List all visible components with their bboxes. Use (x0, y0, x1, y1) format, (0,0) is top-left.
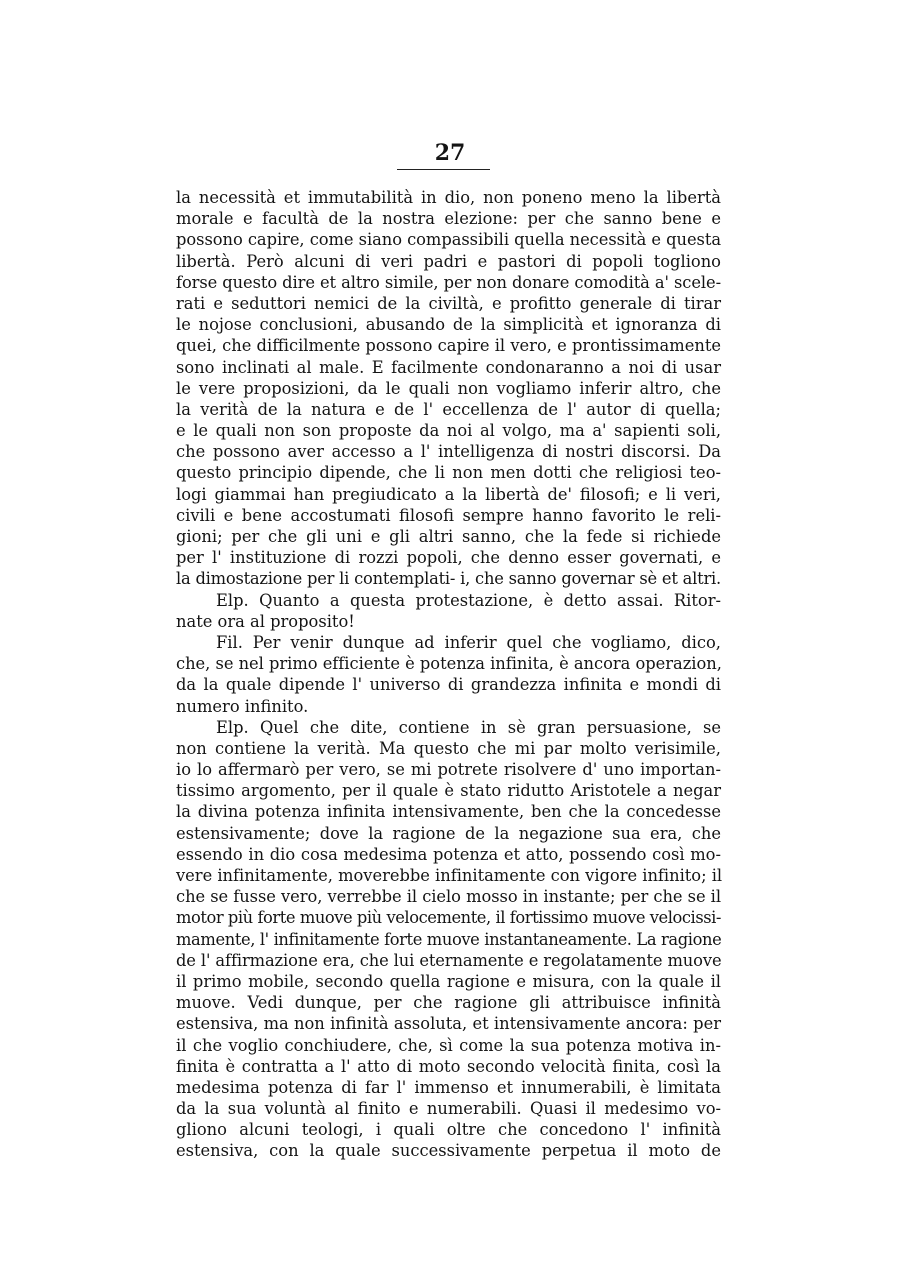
text-line: forse questo dire et altro simile, per non donare comodità a' scele- (176, 272, 722, 292)
text-line: morale e facultà de la nostra elezione: per che sanno bene e (176, 209, 721, 229)
text-line: da la quale dipende l' universo di grandezza infinita e mondi di (176, 675, 721, 695)
text-line: da la sua voluntà al finito e numerabili. Quasi il medesimo vo- (176, 1099, 721, 1119)
text-line: muove. Vedi dunque, per che ragione gli attribuisce infinità (176, 993, 721, 1013)
text-line: tissimo argomento, per il quale è stato ridutto Aristotele a negar (176, 781, 721, 801)
text-line: estensiva, ma non infinità assoluta, et intensivamente ancora: per (176, 1014, 721, 1034)
text-line: questo principio dipende, che li non men dotti che religiosi teo- (176, 463, 721, 483)
text-line: il che voglio conchiudere, che, sì come la sua potenza motiva in- (176, 1035, 721, 1055)
text-line: nate ora al proposito! (176, 611, 355, 631)
text-line: il primo mobile, secondo quella ragione e misura, con la quale il (176, 971, 721, 991)
text-line: le vere proposizioni, da le quali non vogliamo inferir altro, che (176, 378, 721, 398)
header-rule (397, 169, 490, 170)
text-line: numero infinito. (176, 696, 309, 716)
text-line: possono capire, come siano compassibili quella necessità e questa (176, 230, 721, 250)
text-line: per l' instituzione di rozzi popoli, che denno esser governati, e (176, 548, 721, 568)
text-line: de l' affirmazione era, che lui eternamente e regolatamente muove (176, 950, 722, 970)
text-line: non contiene la verità. Ma questo che mi par molto verisimile, (176, 738, 721, 758)
text-line: sono inclinati al male. E facilmente condonaranno a noi di usar (176, 357, 721, 377)
text-line: che se fusse vero, verrebbe il cielo mosso in instante; per che se il (176, 887, 721, 907)
text-line: la dimostazione per li contemplati- i, che sanno governar sè et altri. (176, 569, 721, 589)
text-line: estensivamente; dove la ragione de la negazione sua era, che (176, 823, 721, 843)
text-line: finita è contratta a l' atto di moto secondo velocità finita, così la (176, 1056, 721, 1076)
text-line: motor più forte muove più velocemente, il fortissimo muove velocissi- (176, 908, 721, 928)
text-line: vere infinitamente, moverebbe infinitamente con vigore infinito; il (176, 866, 723, 885)
text-line: e le quali non son proposte da noi al volgo, ma a' sapienti soli, (176, 421, 721, 441)
text-line: mamente, l' infinitamente forte muove instantaneamente. La ragione (176, 929, 722, 949)
text-line: Fil. Per venir dunque ad inferir quel che vogliamo, dico, (216, 632, 721, 652)
text-line: estensiva, con la quale successivamente perpetua il moto de (176, 1141, 721, 1161)
body-text (176, 187, 721, 1162)
text-line: rati e seduttori nemici de la civiltà, e profitto generale di tirar (176, 293, 721, 313)
text-line: la divina potenza infinita intensivamente, ben che la concedesse (176, 802, 721, 822)
text-line: quei, che difficilmente possono capire il vero, e prontissimamente (176, 336, 721, 356)
text-line: io lo affermarò per vero, se mi potrete risolvere d' uno importan- (176, 760, 721, 780)
text-line: gioni; per che gli uni e gli altri sanno, che la fede si richiede (176, 527, 721, 546)
page-number: 27 (434, 140, 466, 166)
text-line: la verità de la natura e de l' eccellenza de l' autor di quella; (176, 399, 721, 419)
text-line: essendo in dio cosa medesima potenza et atto, possendo così mo- (176, 844, 721, 864)
text-line: Elp. Quel che dite, contiene in sè gran persuasione, se (216, 717, 721, 737)
text-line: la necessità et immutabilità in dio, non poneno meno la libertà (176, 188, 721, 207)
text-line: che, se nel primo efficiente è potenza infinita, è ancora operazion, (176, 654, 722, 674)
text-line: gliono alcuni teologi, i quali oltre che concedono l' infinità (176, 1120, 721, 1140)
text-line: Elp. Quanto a questa protestazione, è detto assai. Ritor- (216, 590, 721, 610)
text-line: logi giammai han pregiudicato a la libertà de' filosofi; e li veri, (176, 484, 721, 504)
text-line: civili e bene accostumati filosofi sempre hanno favorito le reli- (176, 505, 721, 525)
text-line: medesima potenza di far l' immenso et innumerabili, è limitata (176, 1077, 721, 1097)
text-line: che possono aver accesso a l' intelligenza di nostri discorsi. Da (176, 442, 721, 462)
text-line: libertà. Però alcuni di veri padri e pastori di popoli togliono (176, 251, 721, 271)
text-line: le nojose conclusioni, abusando de la simplicità et ignoranza di (176, 315, 721, 335)
